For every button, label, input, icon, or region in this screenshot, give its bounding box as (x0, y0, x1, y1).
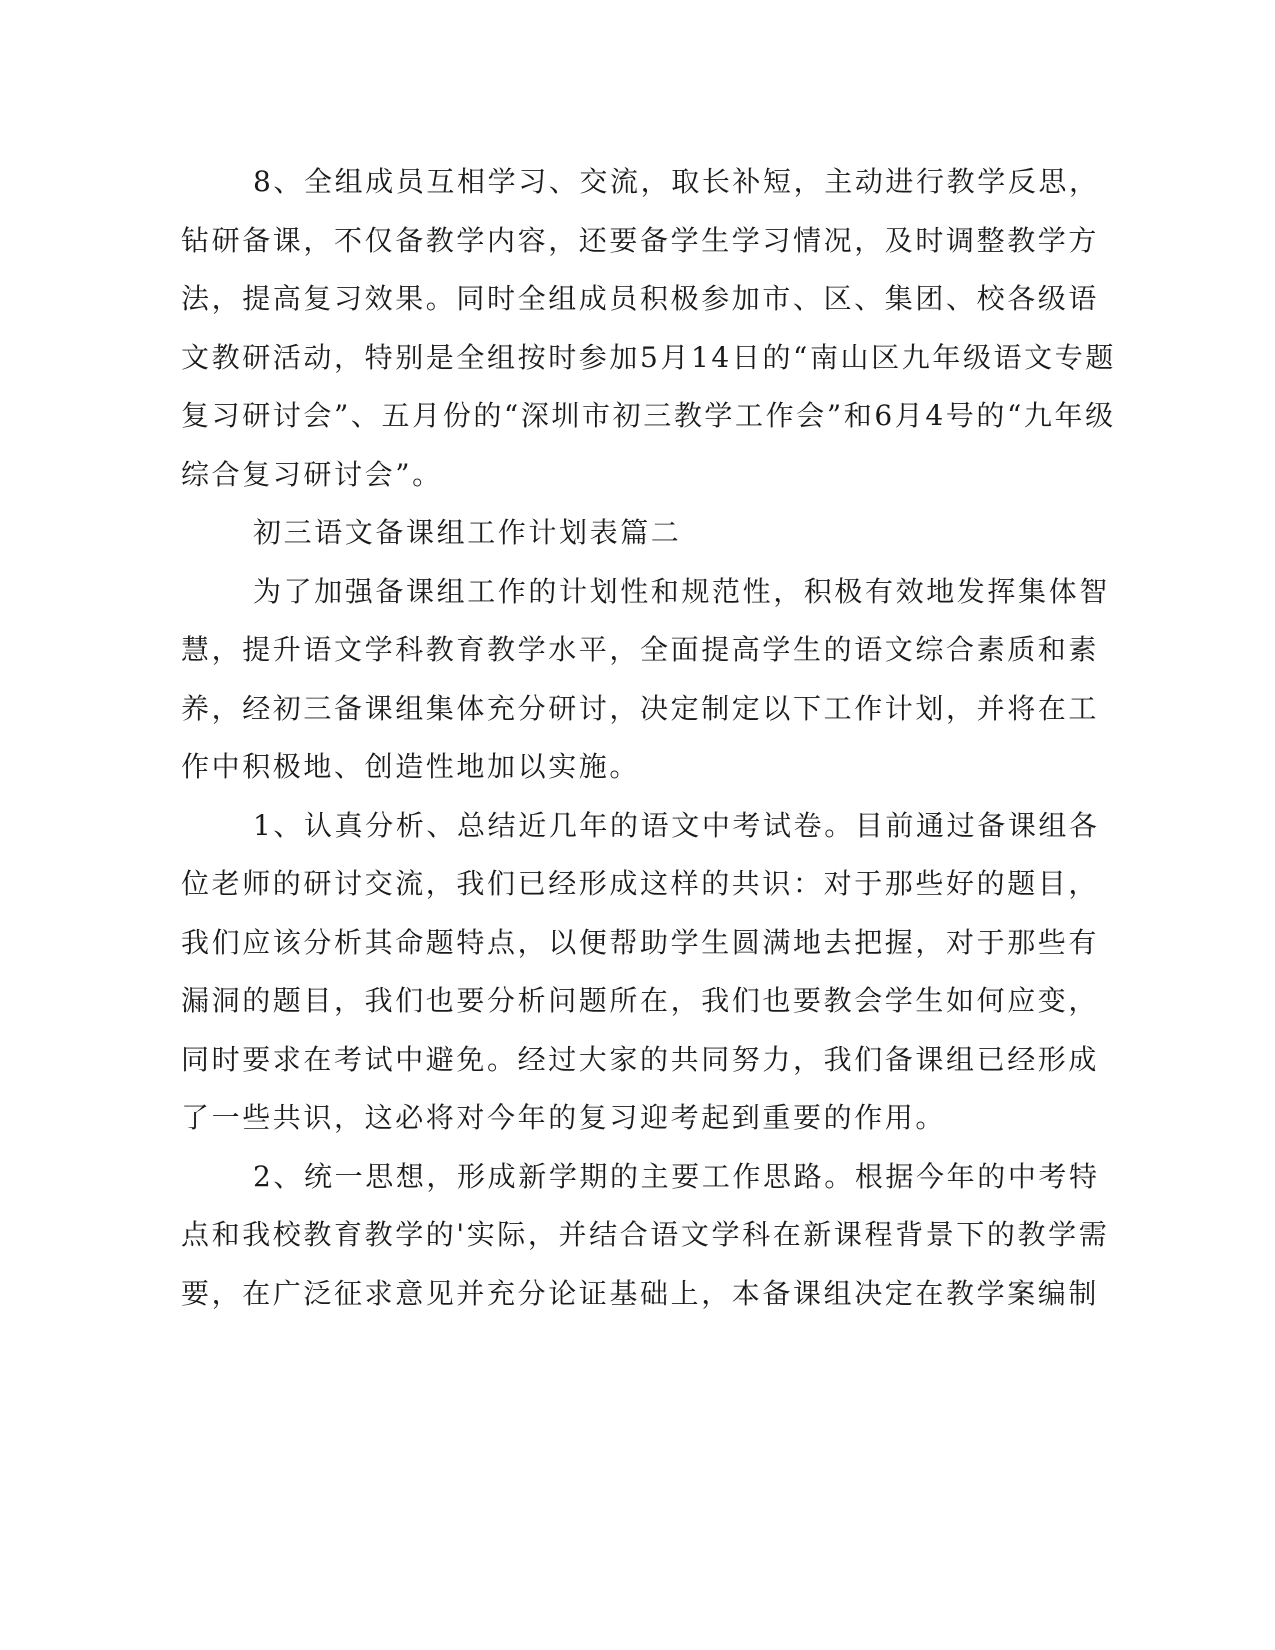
text-line: 养，经初三备课组集体充分研讨，决定制定以下工作计划，并将在工 (181, 691, 1100, 725)
text-line: 为了加强备课组工作的计划性和规范性，积极有效地发挥集体智 (253, 574, 1110, 608)
text-line: 漏洞的题目，我们也要分析问题所在，我们也要教会学生如何应变， (181, 984, 1100, 1017)
text-line: 慧，提升语文学科教育教学水平，全面提高学生的语文综合素质和素 (181, 633, 1100, 666)
text-line: 综合复习研讨会”。 (181, 457, 443, 491)
text-line: 法，提高复习效果。同时全组成员积极参加市、区、集团、校各级语 (181, 282, 1100, 315)
text-line: 1、认真分析、总结近几年的语文中考试卷。目前通过备课组各 (253, 808, 1100, 842)
text-line: 钻研备课，不仅备教学内容，还要备学生学习情况，及时调整教学方 (181, 223, 1100, 257)
text-line: 同时要求在考试中避免。经过大家的共同努力，我们备课组已经形成 (181, 1042, 1100, 1076)
text-line: 位老师的研讨交流，我们已经形成这样的共识：对于那些好的题目， (181, 867, 1100, 900)
paragraph-item-8 (181, 153, 1116, 504)
text-line: 8、全组成员互相学习、交流，取长补短，主动进行教学反思， (253, 165, 1100, 198)
text-line: 要，在广泛征求意见并充分论证基础上，本备课组决定在教学案编制 (181, 1276, 1100, 1310)
heading-text: 初三语文备课组工作计划表篇二 (253, 516, 682, 549)
text-line: 2、统一思想，形成新学期的主要工作思路。根据今年的中考特 (253, 1159, 1100, 1193)
text-line: 作中积极地、创造性地加以实施。 (181, 750, 641, 783)
paragraph-intro (181, 563, 1110, 797)
text-line: 我们应该分析其命题特点，以便帮助学生圆满地去把握，对于那些有 (181, 925, 1100, 959)
section-heading (181, 504, 1061, 563)
paragraph-item-2 (181, 1148, 1110, 1324)
text-line: 复习研讨会”、五月份的“深圳市初三教学工作会”和6月4号的“九年级 (181, 399, 1116, 432)
text-line: 文教研活动，特别是全组按时参加5月14日的“南山区九年级语文专题 (181, 340, 1116, 374)
document-body (181, 153, 1116, 1323)
text-line: 点和我校教育教学的'实际，并结合语文学科在新课程背景下的教学需 (181, 1218, 1110, 1251)
text-line: 了一些共识，这必将对今年的复习迎考起到重要的作用。 (181, 1101, 947, 1134)
paragraph-item-1 (181, 797, 1100, 1148)
